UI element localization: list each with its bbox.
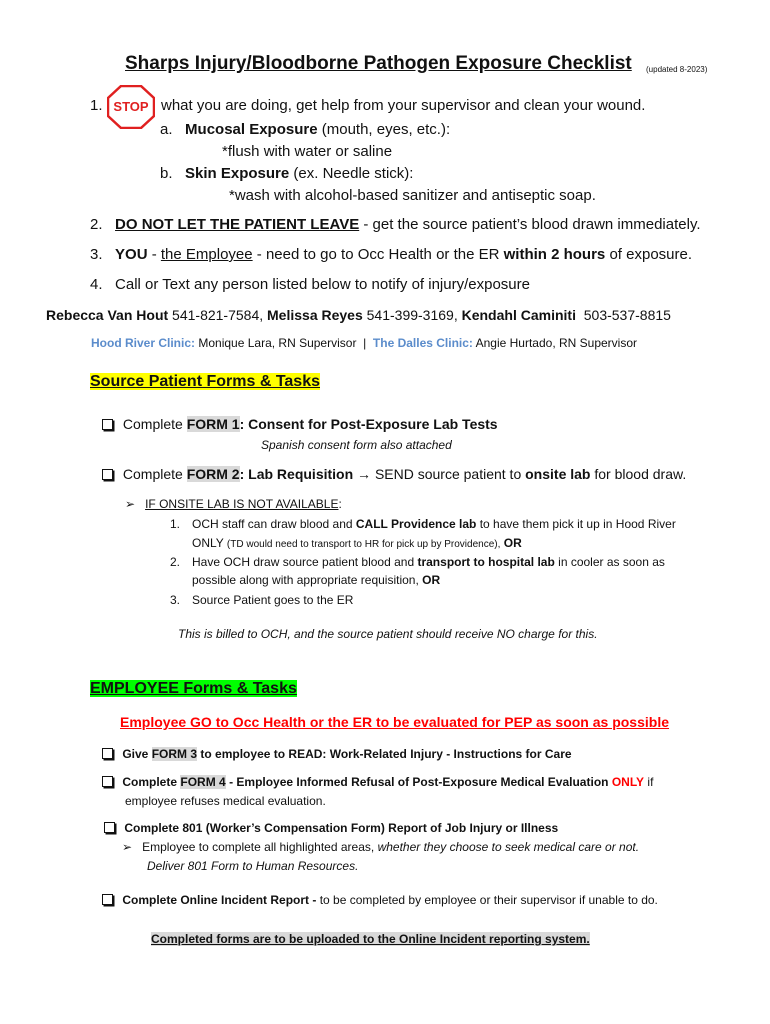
arrow-bullet-icon: ➢ [125, 497, 136, 511]
page-title: Sharps Injury/Bloodborne Pathogen Exposure Checklist [125, 53, 632, 74]
option1-td-note: (TD would need to transport to HR for pick up by Providence), [226, 539, 501, 550]
updated-date: (updated 8-2023) [646, 65, 708, 74]
clinic-separator: | [363, 336, 367, 350]
skin-exposure-label: Skin Exposure [185, 165, 290, 182]
form2-pre: Complete [122, 466, 183, 482]
option1-call-providence: CALL Providence lab [355, 517, 477, 531]
step2-text: - get the source patient’s blood drawn immediately. [363, 216, 701, 233]
onsite-lab-unavailable-text: IF ONSITE LAB IS NOT AVAILABLE [145, 497, 339, 511]
form1-label: FORM 1 [186, 416, 240, 432]
form4-if: if [647, 775, 654, 789]
step1-a [160, 121, 450, 138]
option2-number: 2. [170, 555, 181, 569]
mucosal-exposure-label: Mucosal Exposure [185, 121, 318, 138]
step1-a-letter: a. [160, 121, 173, 138]
step3-deadline: within 2 hours [503, 246, 606, 263]
step3-you: YOU [115, 246, 148, 263]
option1-line2 [192, 536, 522, 550]
form1-note: Spanish consent form also attached [261, 438, 452, 452]
contact-2-phone: 541-399-3169, [366, 307, 458, 323]
step2-bold: DO NOT LET THE PATIENT LEAVE [115, 216, 360, 233]
form801-item [104, 821, 558, 835]
billing-note: This is billed to OCH, and the source patient should receive NO charge for this. [178, 627, 598, 641]
form1-pre: Complete [122, 416, 183, 432]
the-dalles-supervisor: Angie Hurtado, RN Supervisor [475, 336, 638, 350]
checkbox-icon [102, 776, 113, 787]
form1-item [102, 416, 498, 432]
form4-title: - Employee Informed Refusal of Post-Exposure Medical Evaluation [229, 775, 609, 789]
form4-pre: Complete [122, 775, 178, 789]
form4-only: ONLY [611, 775, 645, 789]
form2-item [102, 466, 686, 482]
right-arrow-icon: → [357, 466, 372, 482]
checkbox-icon [102, 894, 113, 905]
step4 [90, 276, 530, 293]
step3-employee: the Employee [160, 246, 253, 263]
option1-only: ONLY [192, 536, 224, 550]
checkbox-icon [102, 748, 113, 759]
form2-mid: SEND source patient to [374, 466, 522, 482]
step4-number: 4. [90, 276, 103, 293]
arrow-bullet-icon: ➢ [122, 840, 133, 854]
footer-upload-note: Completed forms are to be uploaded to the Online Incident reporting system. [151, 932, 590, 946]
form2-end: for blood draw. [594, 466, 687, 482]
mucosal-exposure-note: *flush with water or saline [222, 143, 393, 160]
contact-1-phone: 541-821-7584, [172, 307, 264, 323]
contact-1-name: Rebecca Van Hout [46, 307, 169, 323]
step3 [90, 246, 692, 263]
step2-number: 2. [90, 216, 103, 233]
contact-3-name: Kendahl Caminiti [461, 307, 576, 323]
option3-number: 3. [170, 593, 181, 607]
option2-line2 [192, 573, 440, 587]
step2 [90, 216, 701, 233]
skin-exposure-detail: (ex. Needle stick): [293, 165, 414, 182]
source-patient-heading: Source Patient Forms & Tasks [90, 373, 320, 390]
checkbox-icon [102, 469, 113, 480]
stop-sign-icon [107, 85, 155, 129]
option1-c: to have them pick it up in Hood River [479, 517, 676, 531]
option2-or: OR [422, 573, 441, 587]
form801-instructions [122, 840, 639, 854]
form801-a: Employee to complete all highlighted areas, [142, 840, 375, 854]
employee-subheading: Employee GO to Occ Health or the ER to be evaluated for PEP as soon as possible [120, 714, 670, 730]
form2-onsite-lab: onsite lab [525, 466, 591, 482]
clinics-line [91, 336, 637, 350]
option1-line1 [192, 517, 676, 531]
form3-label: FORM 3 [151, 747, 198, 761]
form801-title: Complete 801 (Worker’s Compensation Form) Report of Job Injury or Illness [124, 821, 559, 835]
form3-title: to employee to READ: Work-Related Injury - Instructions for Care [200, 747, 572, 761]
online-report-item [102, 893, 658, 907]
employee-heading: EMPLOYEE Forms & Tasks [90, 680, 297, 697]
step1-text: what you are doing, get help from your supervisor and clean your wound. [161, 97, 646, 114]
stop-label: STOP [113, 99, 149, 114]
onsite-lab-unavailable [125, 497, 342, 511]
checkbox-icon [102, 419, 113, 430]
form2-label: FORM 2 [186, 466, 240, 482]
form3-pre: Give [122, 747, 149, 761]
step3-dash: - [151, 246, 157, 263]
option2-transport: transport to hospital lab [417, 555, 555, 569]
form4-label: FORM 4 [180, 775, 226, 789]
contacts-line [46, 307, 671, 323]
option2-c: in cooler as soon as [558, 555, 665, 569]
step1-b [160, 165, 413, 182]
step4-text: Call or Text any person listed below to notify of injury/exposure [115, 276, 530, 293]
checkbox-icon [104, 822, 115, 833]
option1-a: OCH staff can draw blood and [192, 517, 353, 531]
form3-item [102, 747, 572, 761]
mucosal-exposure-detail: (mouth, eyes, etc.): [321, 121, 451, 138]
form1-title: : Consent for Post-Exposure Lab Tests [239, 416, 498, 432]
contact-3-phone: 503-537-8815 [583, 307, 671, 323]
contact-2-name: Melissa Reyes [267, 307, 363, 323]
form4-line2: employee refuses medical evaluation. [125, 794, 326, 808]
form2-title: : Lab Requisition [239, 466, 354, 482]
online-report-title: Complete Online Incident Report - [122, 893, 317, 907]
step1-number: 1. [90, 97, 103, 114]
option2-a: Have OCH draw source patient blood and [192, 555, 415, 569]
option3-text: Source Patient goes to the ER [192, 593, 354, 607]
form801-deliver: Deliver 801 Form to Human Resources. [147, 859, 359, 873]
hood-river-clinic-label: Hood River Clinic: [91, 336, 196, 350]
step3-end: of exposure. [609, 246, 693, 263]
step3-number: 3. [90, 246, 103, 263]
option2-d: possible along with appropriate requisition, [192, 573, 419, 587]
step1-b-letter: b. [160, 165, 173, 182]
colon: : [338, 497, 342, 511]
option2-line1 [192, 555, 665, 569]
hood-river-supervisor: Monique Lara, RN Supervisor [198, 336, 357, 350]
form4-item [102, 775, 653, 789]
online-report-detail: to be completed by employee or their supervisor if unable to do. [319, 893, 658, 907]
form801-b: whether they choose to seek medical care or not. [377, 840, 640, 854]
option1-or: OR [503, 536, 522, 550]
step3-mid: - need to go to Occ Health or the ER [256, 246, 500, 263]
option1-number: 1. [170, 517, 181, 531]
skin-exposure-note: *wash with alcohol-based sanitizer and antiseptic soap. [229, 187, 596, 204]
the-dalles-clinic-label: The Dalles Clinic: [372, 336, 473, 350]
